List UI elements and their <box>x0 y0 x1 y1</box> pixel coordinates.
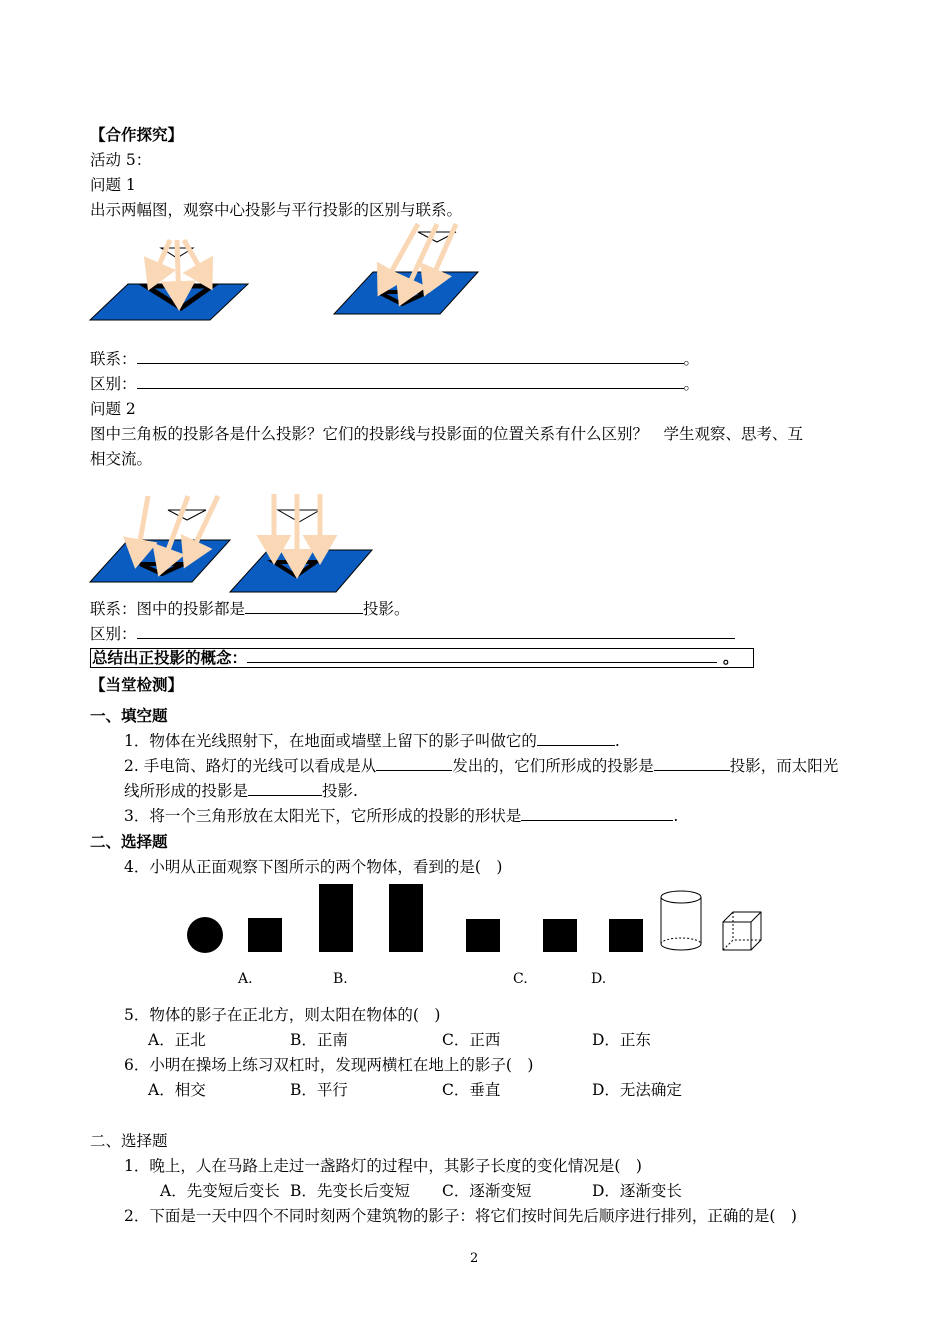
difference-blank[interactable] <box>137 373 684 389</box>
square-shape-c2 <box>543 919 577 952</box>
d1-option-c[interactable]: C．逐渐变短 <box>442 1182 532 1200</box>
fill-question-1: 1．物体在光线照射下，在地面或墙壁上留下的影子叫做它的 . <box>124 732 620 750</box>
oblique-projection-diagram <box>90 496 230 582</box>
object-views-figure <box>180 880 780 960</box>
q5-option-b[interactable]: B．正南 <box>290 1031 348 1049</box>
q5-option-c[interactable]: C．正西 <box>442 1031 501 1049</box>
section-heading-cooperative: 【合作探究】 <box>90 126 184 144</box>
fill-question-3: 3．将一个三角形放在太阳光下，它所形成的投影的形状是 . <box>124 807 679 825</box>
fill-question-2-cont: 线所形成的投影是 投影. <box>124 782 358 800</box>
choice2-question-2: 2．下面是一天中四个不同时刻两个建筑物的影子：将它们按时间先后顺序进行排列，正确的是( ) <box>124 1207 797 1225</box>
fill-2-blank-a[interactable] <box>376 755 452 771</box>
question-2-text-line-1: 图中三角板的投影各是什么投影？它们的投影线与投影面的位置关系有什么区别？ 学生观察、思考、互 <box>90 425 804 443</box>
choice-question-4: 4．小明从正面观察下图所示的两个物体，看到的是( ) <box>124 858 503 876</box>
d1-option-d[interactable]: D．逐渐变长 <box>592 1182 682 1200</box>
projection-type-blank[interactable] <box>245 598 363 614</box>
projection-figure-2 <box>88 490 378 595</box>
parallel-projection-diagram <box>334 224 478 314</box>
q6-option-d[interactable]: D．无法确定 <box>592 1081 682 1099</box>
difference-line-1: 区别： 。 <box>90 375 700 393</box>
tall-rect-b1 <box>319 884 353 952</box>
q5-option-a[interactable]: A．正北 <box>148 1031 206 1049</box>
q6-option-c[interactable]: C．垂直 <box>442 1081 501 1099</box>
fill-blank-heading: 一、填空题 <box>90 707 168 725</box>
relation-line-2: 联系：图中的投影都是 投影。 <box>90 600 410 618</box>
summary-line: 总结出正投影的概念： 。 <box>92 649 739 667</box>
fill-2-blank-b[interactable] <box>654 755 730 771</box>
option-label-d: D. <box>591 971 607 987</box>
summary-blank[interactable] <box>247 647 717 663</box>
fill-question-2: 2. 手电筒、路灯的光线可以看成是从 发出的，它们所形成的投影是 投影，而太阳光 <box>124 757 839 775</box>
option-label-a: A. <box>238 971 253 987</box>
section-heading-test: 【当堂检测】 <box>90 676 184 694</box>
option-label-c: C. <box>513 971 528 987</box>
central-projection-diagram <box>90 240 248 320</box>
relation-blank[interactable] <box>137 348 684 364</box>
d1-option-a[interactable]: A．先变短后变长 <box>160 1182 280 1200</box>
difference-label: 区别： <box>90 375 137 393</box>
question-1-text: 出示两幅图，观察中心投影与平行投影的区别与联系。 <box>90 201 463 219</box>
relation-label: 联系： <box>90 350 137 368</box>
square-shape-d <box>609 919 643 952</box>
choice-question-6: 6．小明在操场上练习双杠时，发现两横杠在地上的影子( ) <box>124 1056 534 1074</box>
choice-heading-2: 二、选择题 <box>90 1132 168 1150</box>
choice-heading: 二、选择题 <box>90 833 168 851</box>
fill-2-blank-c[interactable] <box>248 780 322 796</box>
fill-3-blank[interactable] <box>521 805 673 821</box>
q5-option-d[interactable]: D．正东 <box>592 1031 651 1049</box>
cube-object <box>723 912 761 950</box>
orthographic-projection-diagram <box>230 494 372 592</box>
question-1-title: 问题 1 <box>90 176 136 194</box>
cylinder-object <box>661 891 701 950</box>
tall-rect-b2 <box>389 884 423 952</box>
square-shape-c1 <box>466 919 500 952</box>
q6-option-b[interactable]: B．平行 <box>290 1081 348 1099</box>
page-number: 2 <box>470 1251 479 1266</box>
q6-option-a[interactable]: A．相交 <box>148 1081 206 1099</box>
choice-question-5: 5．物体的影子在正北方，则太阳在物体的( ) <box>124 1006 441 1024</box>
square-shape-a <box>248 918 282 952</box>
activity-label: 活动 5： <box>90 151 152 169</box>
difference-blank-2[interactable] <box>137 623 735 639</box>
choice2-question-1: 1．晚上，人在马路上走过一盏路灯的过程中，其影子长度的变化情况是( ) <box>124 1157 642 1175</box>
difference-line-2: 区别： <box>90 623 735 645</box>
question-2-text-line-2: 相交流。 <box>90 450 153 468</box>
projection-figure-1 <box>88 218 508 328</box>
question-2-title: 问题 2 <box>90 400 136 418</box>
d1-option-b[interactable]: B．先变长后变短 <box>290 1182 410 1200</box>
circle-shape <box>187 917 223 953</box>
relation-line-1: 联系： 。 <box>90 350 700 368</box>
option-label-b: B. <box>333 971 348 987</box>
fill-1-blank[interactable] <box>537 730 615 746</box>
